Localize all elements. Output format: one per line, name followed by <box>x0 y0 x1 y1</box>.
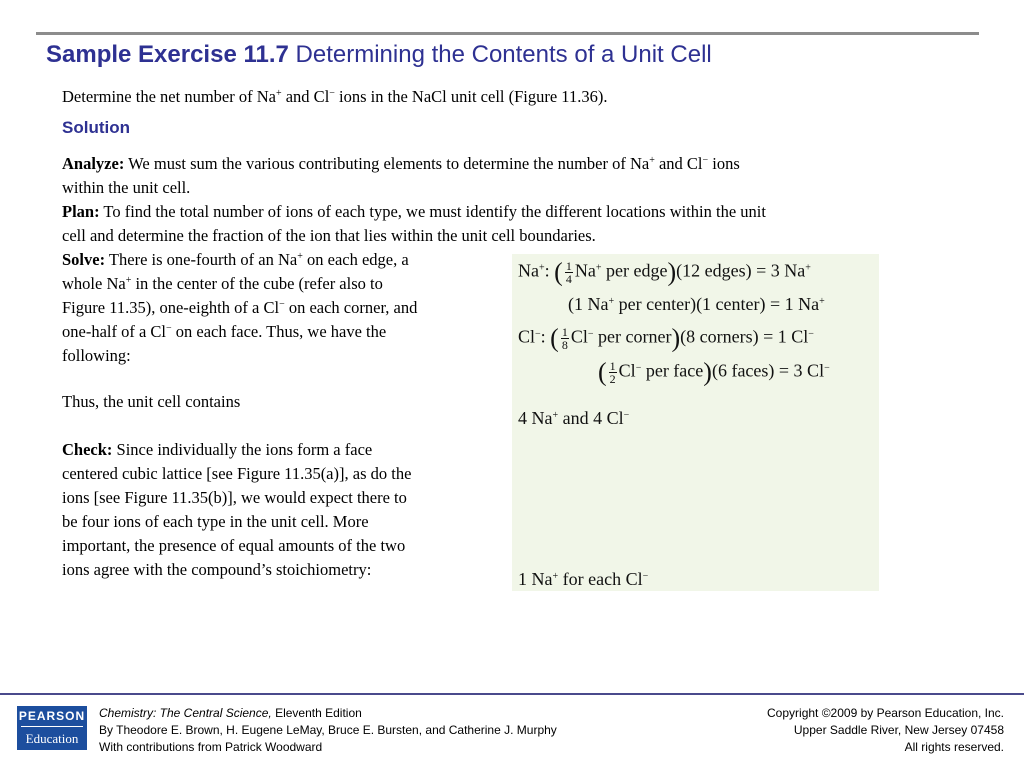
math-row-cl-faces: ( $\frac{1}{2}$ Cl− per face)(6 faces) = 3 Cl− <box>598 357 830 387</box>
plan-paragraph: Plan: To find the total number of ions of each type, we must identify the different locations within the unit cell and determine the fraction of the ion that lies within the unit cell boundaries. <box>62 202 766 245</box>
math-row-ratio: 1 Na+ for each Cl− <box>518 569 649 589</box>
math-row-na-edges: Na+: ( $\frac{1}{4}$ Na+ per edge)(12 edges) = 3 Na+ <box>518 257 811 287</box>
math-row-na-center: (1 Na+ per center)(1 center) = 1 Na+ <box>568 294 825 314</box>
thus-line: Thus, the unit cell contains <box>62 392 241 411</box>
analyze-paragraph: Analyze: We must sum the various contributing elements to determine the number of Na+ and Cl− ions within the unit cell. <box>62 154 740 197</box>
page-title: Sample Exercise 11.7 Determining the Contents of a Unit Cell <box>46 41 712 68</box>
pearson-logo: PEARSON Education <box>17 706 87 750</box>
solve-paragraph: Solve: There is one-fourth of an Na+ on each edge, a whole Na+ in the center of the cube (refer also to Figure 11.35), one-eighth of a Cl− on each corner, and one-half of a Cl− on each face. Thus, we have the following: <box>62 250 418 365</box>
problem-statement: Determine the net number of Na+ and Cl− ions in the NaCl unit cell (Figure 11.36). <box>62 87 608 106</box>
math-row-total: 4 Na+ and 4 Cl− <box>518 408 630 428</box>
check-paragraph: Check: Since individually the ions form a face centered cubic lattice [see Figure 11.35(a)], as do the ions [see Figure 11.35(b)], we would expect there to be four ions of each type in the unit cell. More important, the presence of equal amounts of the two ions agree with the compound’s stoichiometry: <box>62 440 412 579</box>
calculation-panel <box>512 254 879 591</box>
footer-citation: Chemistry: The Central Science, Eleventh Edition By Theodore E. Brown, H. Eugene LeMay, Bruce E. Bursten, and Catherine J. Murphy With contributions from Patrick Woodward <box>99 706 557 754</box>
footer-copyright: Copyright ©2009 by Pearson Education, Inc. Upper Saddle River, New Jersey 07458 All rights reserved. <box>767 706 1004 754</box>
top-divider <box>36 32 979 35</box>
solution-heading: Solution <box>62 118 130 137</box>
footer-divider <box>0 693 1024 695</box>
math-row-cl-corners: Cl−: ( $\frac{1}{8}$ Cl− per corner)(8 corners) = 1 Cl− <box>518 323 814 353</box>
